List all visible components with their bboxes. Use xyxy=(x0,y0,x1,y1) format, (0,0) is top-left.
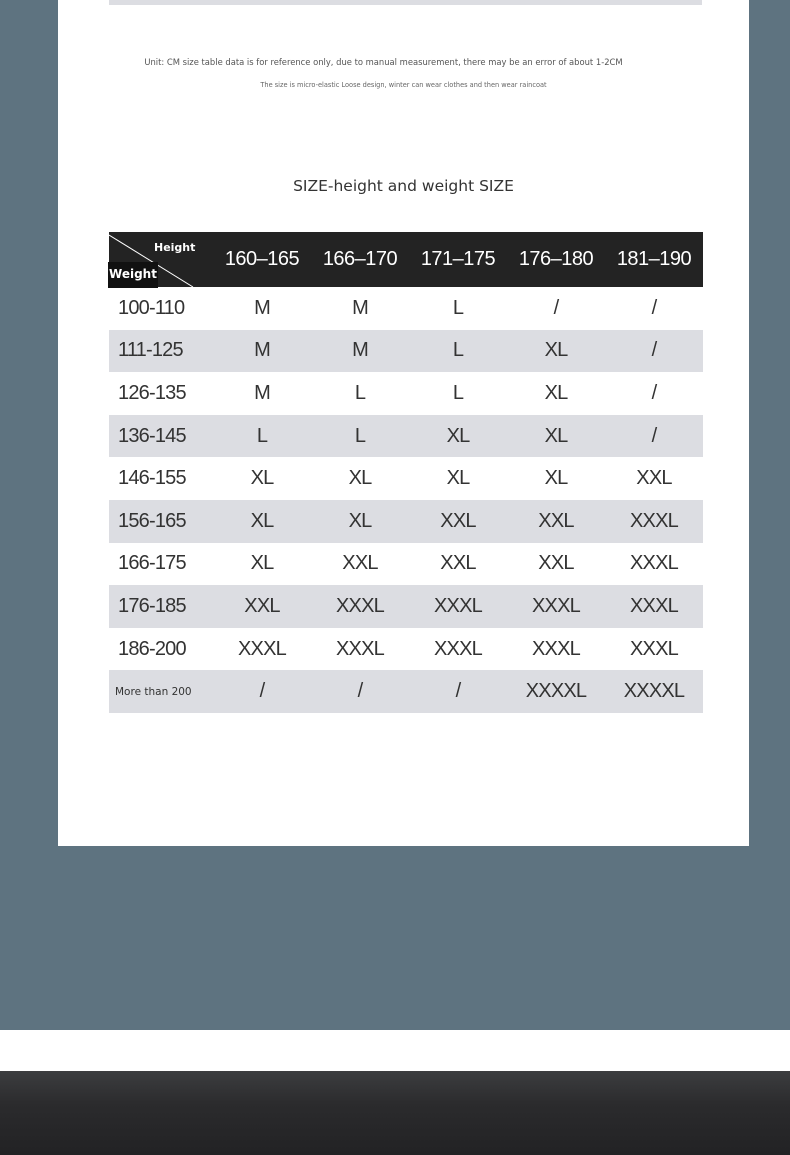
weight-label: 166-175 xyxy=(118,552,186,575)
size-cell: XXL xyxy=(213,585,311,628)
size-cell: XL xyxy=(446,467,470,490)
size-cell: XXXL xyxy=(507,585,605,628)
table-row xyxy=(109,585,703,628)
size-cell: M xyxy=(352,296,368,319)
table-row xyxy=(109,457,703,500)
column-header: 181–190 xyxy=(616,248,692,270)
table-row xyxy=(109,415,703,458)
size-cell: XL xyxy=(311,500,409,543)
weight-label: 156-165 xyxy=(109,500,213,543)
size-cell: XXL xyxy=(538,552,574,575)
size-cell: XXXL xyxy=(630,637,678,660)
size-cell: XXL xyxy=(636,467,672,490)
table-header-row xyxy=(109,232,703,287)
weight-label: 111-125 xyxy=(109,330,213,373)
size-cell: XXXL xyxy=(532,637,580,660)
size-cell: M xyxy=(311,330,409,373)
size-cell: / xyxy=(605,330,703,373)
table-row xyxy=(109,287,703,330)
size-cell: L xyxy=(452,296,464,319)
size-cell: / xyxy=(213,670,311,713)
size-cell: L xyxy=(354,381,366,404)
corner-height-label: Height xyxy=(154,241,196,254)
size-cell: M xyxy=(254,296,270,319)
size-cell: XL xyxy=(348,467,372,490)
weight-label: 100-110 xyxy=(118,296,185,319)
size-cell: XXXL xyxy=(605,585,703,628)
column-header: 166–170 xyxy=(322,248,398,270)
size-cell: M xyxy=(213,330,311,373)
size-chart-title: SIZE-height and weight SIZE xyxy=(293,177,514,195)
size-cell: XXXL xyxy=(409,585,507,628)
weight-label: 186-200 xyxy=(118,637,186,660)
column-header: 171–175 xyxy=(420,248,496,270)
table-row xyxy=(109,670,703,713)
size-cell: L xyxy=(409,330,507,373)
size-cell: / xyxy=(311,670,409,713)
size-cell: XL xyxy=(507,415,605,458)
size-cell: XL xyxy=(250,552,274,575)
dark-footer-band xyxy=(0,1071,790,1155)
size-cell: XXXL xyxy=(630,552,678,575)
weight-label: 126-135 xyxy=(118,381,186,404)
size-cell: XXXL xyxy=(336,637,384,660)
size-cell: XL xyxy=(507,330,605,373)
weight-label: 136-145 xyxy=(109,415,213,458)
size-cell: XXL xyxy=(507,500,605,543)
design-note: The size is micro-elastic Loose design, winter can wear clothes and then wear raincoat xyxy=(260,81,547,89)
size-cell: XXXL xyxy=(605,500,703,543)
size-chart-panel xyxy=(58,0,749,846)
size-cell: XXL xyxy=(440,552,476,575)
weight-label: More than 200 xyxy=(109,670,213,713)
size-cell: XL xyxy=(409,415,507,458)
size-cell: XL xyxy=(213,500,311,543)
size-cell: XXL xyxy=(409,500,507,543)
size-cell: XXXL xyxy=(311,585,409,628)
column-header: 176–180 xyxy=(518,248,594,270)
size-cell: / xyxy=(553,296,559,319)
size-cell: / xyxy=(605,415,703,458)
weight-label: 176-185 xyxy=(109,585,213,628)
size-cell: XXXXL xyxy=(605,670,703,713)
size-cell: XL xyxy=(544,381,568,404)
size-cell: L xyxy=(213,415,311,458)
measurement-note: Unit: CM size table data is for reference only, due to manual measurement, there may be an error of about 1-2CM xyxy=(144,57,623,67)
size-cell: / xyxy=(651,296,657,319)
white-separator-strip xyxy=(0,1030,790,1071)
table-row xyxy=(109,330,703,373)
table-row xyxy=(109,372,703,415)
table-corner xyxy=(109,232,213,287)
size-cell: XXXXL xyxy=(507,670,605,713)
column-header: 160–165 xyxy=(224,248,300,270)
size-cell: / xyxy=(651,381,657,404)
size-cell: L xyxy=(452,381,464,404)
table-row xyxy=(109,628,703,671)
size-cell: M xyxy=(254,381,270,404)
size-cell: XL xyxy=(250,467,274,490)
table-row xyxy=(109,500,703,543)
size-cell: L xyxy=(311,415,409,458)
corner-weight-label: Weight xyxy=(108,262,158,288)
size-table xyxy=(109,232,703,713)
size-cell: XXL xyxy=(342,552,378,575)
size-cell: XXXL xyxy=(238,637,286,660)
table-row xyxy=(109,543,703,586)
size-cell: XL xyxy=(544,467,568,490)
weight-label: 146-155 xyxy=(118,467,186,490)
top-divider xyxy=(109,0,702,5)
size-cell: / xyxy=(409,670,507,713)
size-cell: XXXL xyxy=(434,637,482,660)
